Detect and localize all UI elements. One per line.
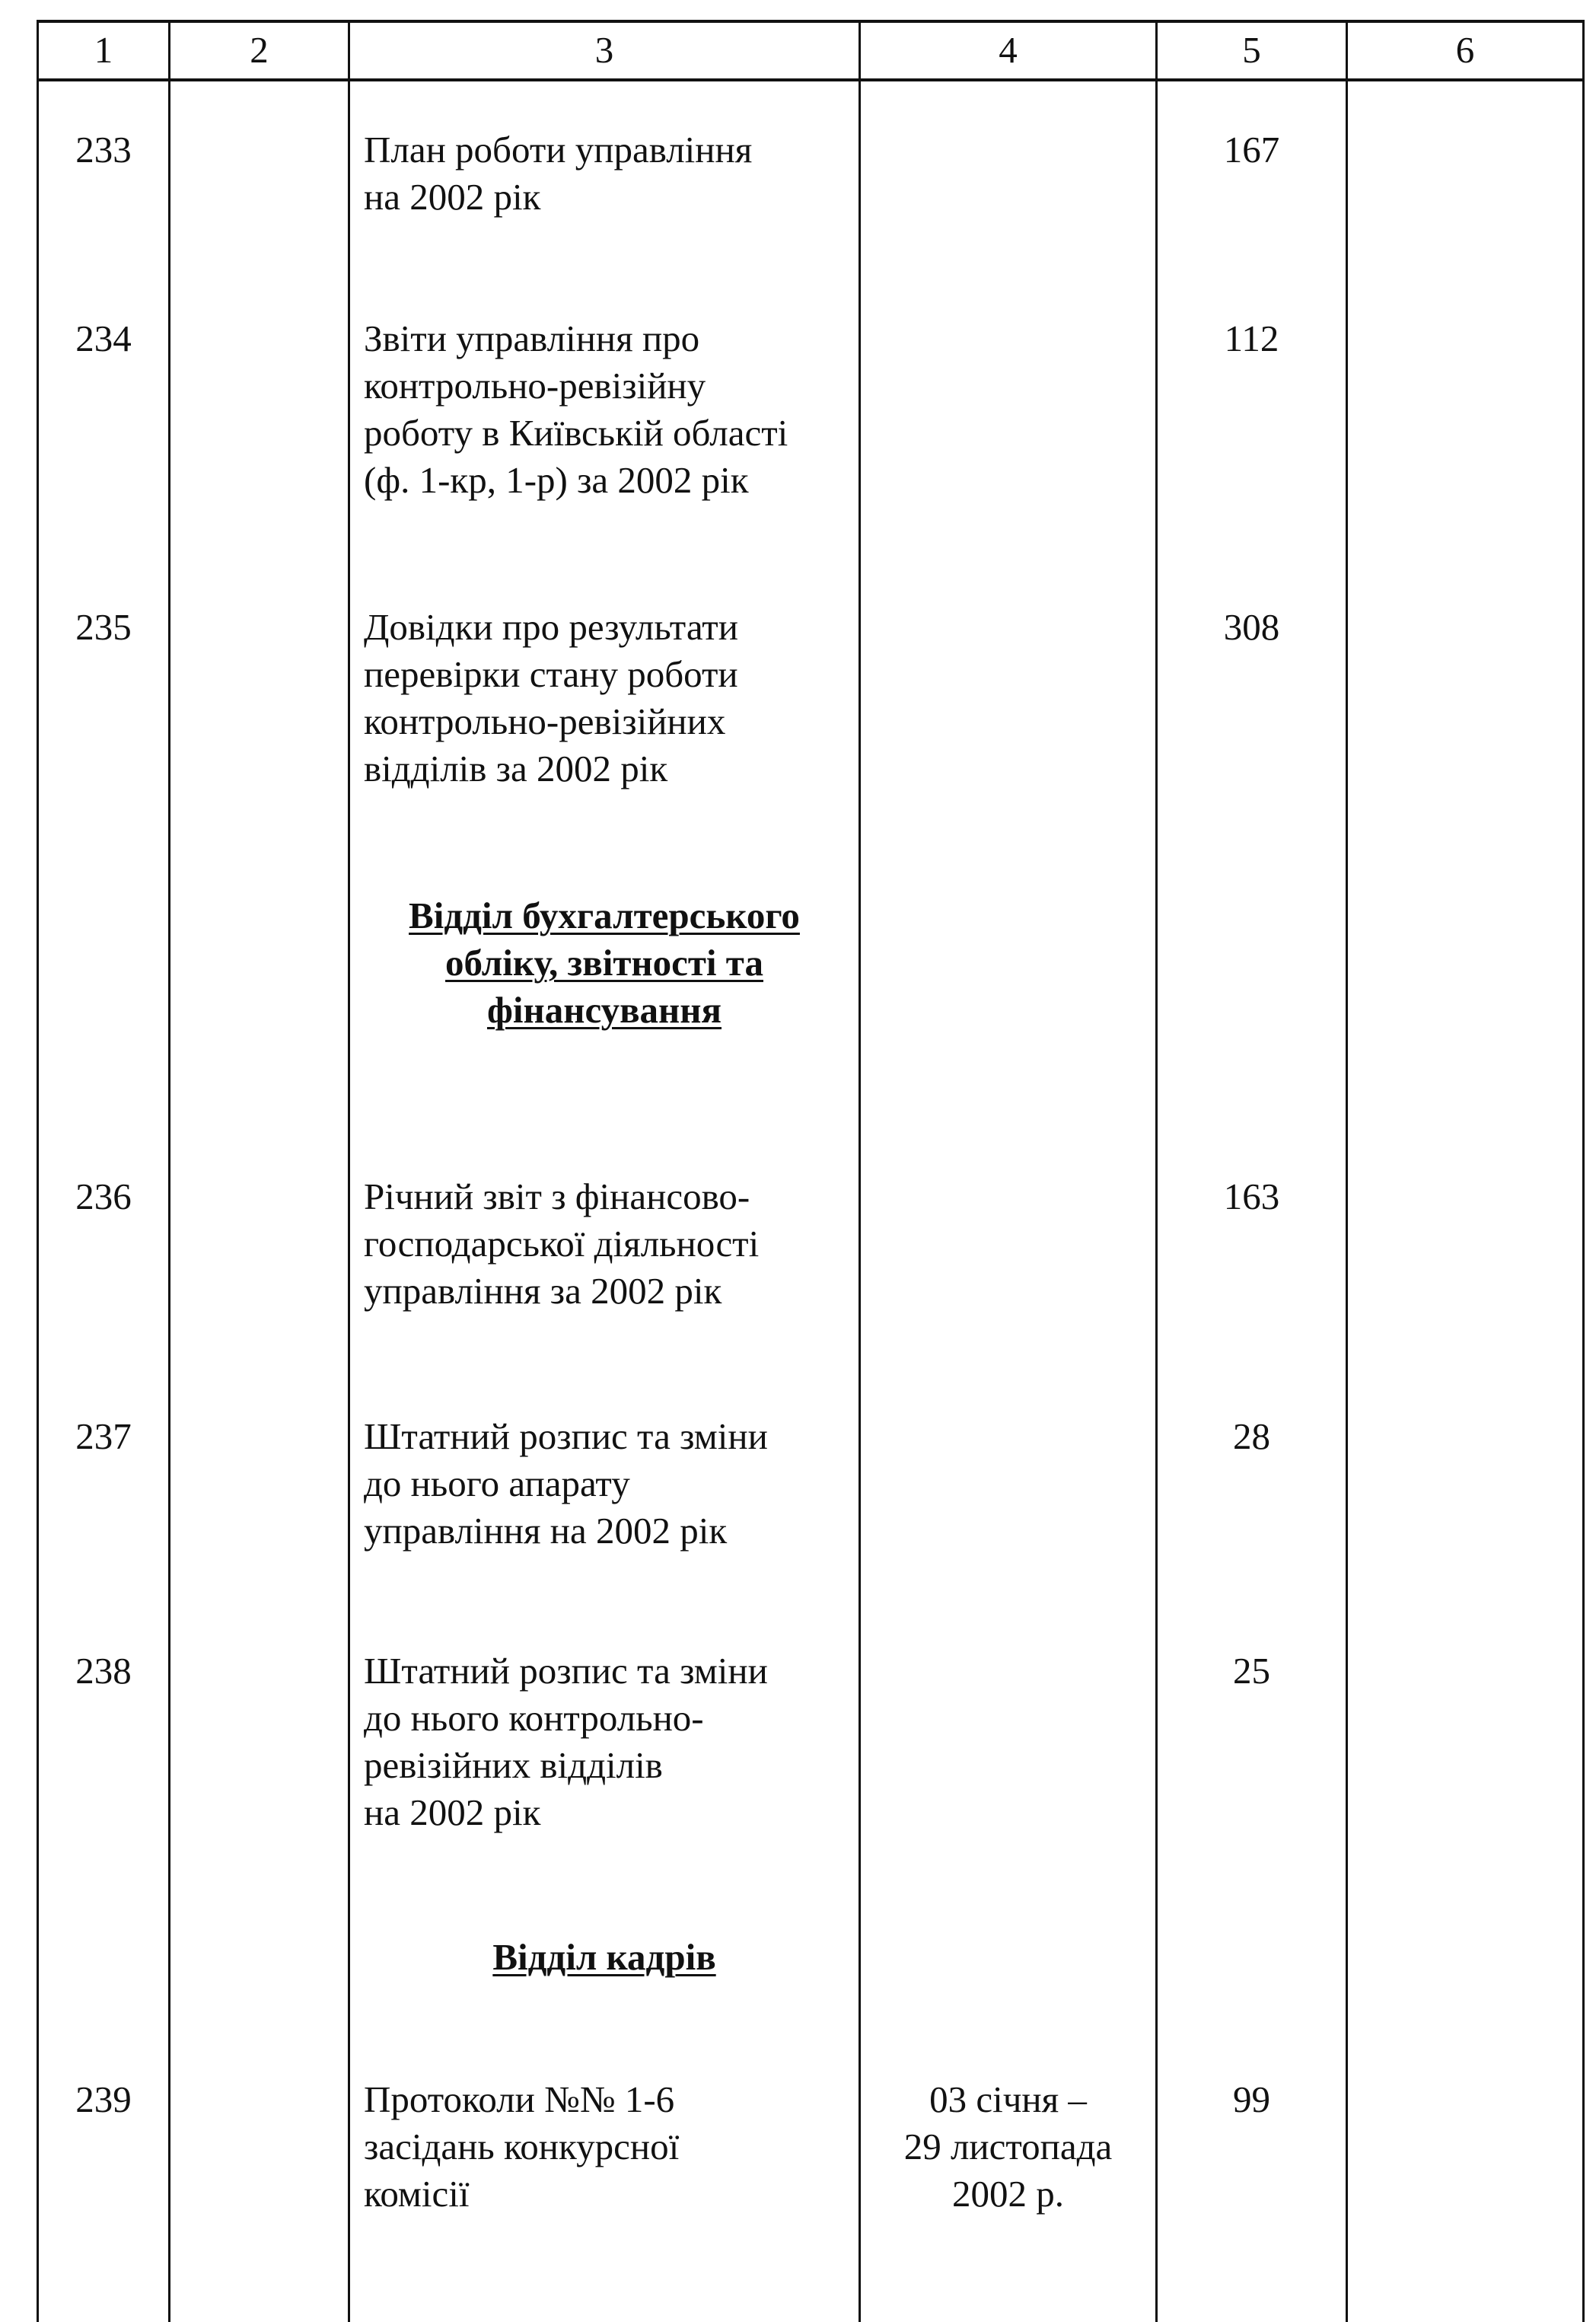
- item-sheet-count: 163: [1223, 1175, 1280, 1217]
- item-title: План роботи управління на 2002 рік: [364, 129, 753, 218]
- item-sheet-count: 99: [1233, 2078, 1270, 2120]
- column-header-5: 5: [1242, 29, 1261, 71]
- column-border-4-5: [1155, 20, 1158, 2322]
- item-title: Річний звіт з фінансово- господарської діяльності управління за 2002 рік: [364, 1175, 760, 1312]
- item-sheet-count: 25: [1233, 1650, 1270, 1692]
- column-header-2: 2: [250, 29, 269, 71]
- item-number: 235: [75, 606, 132, 648]
- item-number: 233: [75, 129, 132, 171]
- column-border-5-6: [1346, 20, 1348, 2322]
- item-number: 237: [75, 1415, 132, 1457]
- section-heading-accounting: Відділ бухгалтерського обліку, звітності та фінансування: [409, 895, 800, 1031]
- section-heading-hr: Відділ кадрів: [492, 1936, 716, 1978]
- column-border-right: [1582, 20, 1585, 2322]
- column-border-3-4: [859, 20, 861, 2322]
- item-date-range: 03 січня – 29 листопада 2002 р.: [903, 2078, 1113, 2215]
- item-sheet-count: 167: [1223, 129, 1280, 171]
- column-header-4: 4: [999, 29, 1018, 71]
- table-top-border: [37, 20, 1585, 23]
- item-title: Звіти управління про контрольно-ревізійну роботу в Київській області (ф. 1-кр, 1-р) за 2002 рік: [364, 317, 788, 501]
- item-number: 236: [75, 1175, 132, 1217]
- item-number: 238: [75, 1650, 132, 1692]
- item-title: Довідки про результати перевірки стану роботи контрольно-ревізійних відділів за 2002 рік: [364, 606, 738, 789]
- item-title: Штатний розпис та зміни до нього апарату управління на 2002 рік: [364, 1415, 768, 1552]
- item-sheet-count: 112: [1224, 317, 1279, 359]
- column-header-6: 6: [1455, 29, 1475, 71]
- item-number: 234: [75, 317, 132, 359]
- item-title: Штатний розпис та зміни до нього контрольно- ревізійних відділів на 2002 рік: [364, 1650, 768, 1833]
- item-title: Протоколи №№ 1-6 засідань конкурсної комісії: [364, 2078, 680, 2215]
- column-header-1: 1: [94, 29, 113, 71]
- item-number: 239: [75, 2078, 132, 2120]
- column-border-left: [37, 20, 39, 2322]
- header-bottom-border: [37, 78, 1585, 81]
- item-sheet-count: 308: [1223, 606, 1280, 648]
- column-border-1-2: [168, 20, 170, 2322]
- column-header-3: 3: [594, 29, 614, 71]
- item-sheet-count: 28: [1233, 1415, 1270, 1457]
